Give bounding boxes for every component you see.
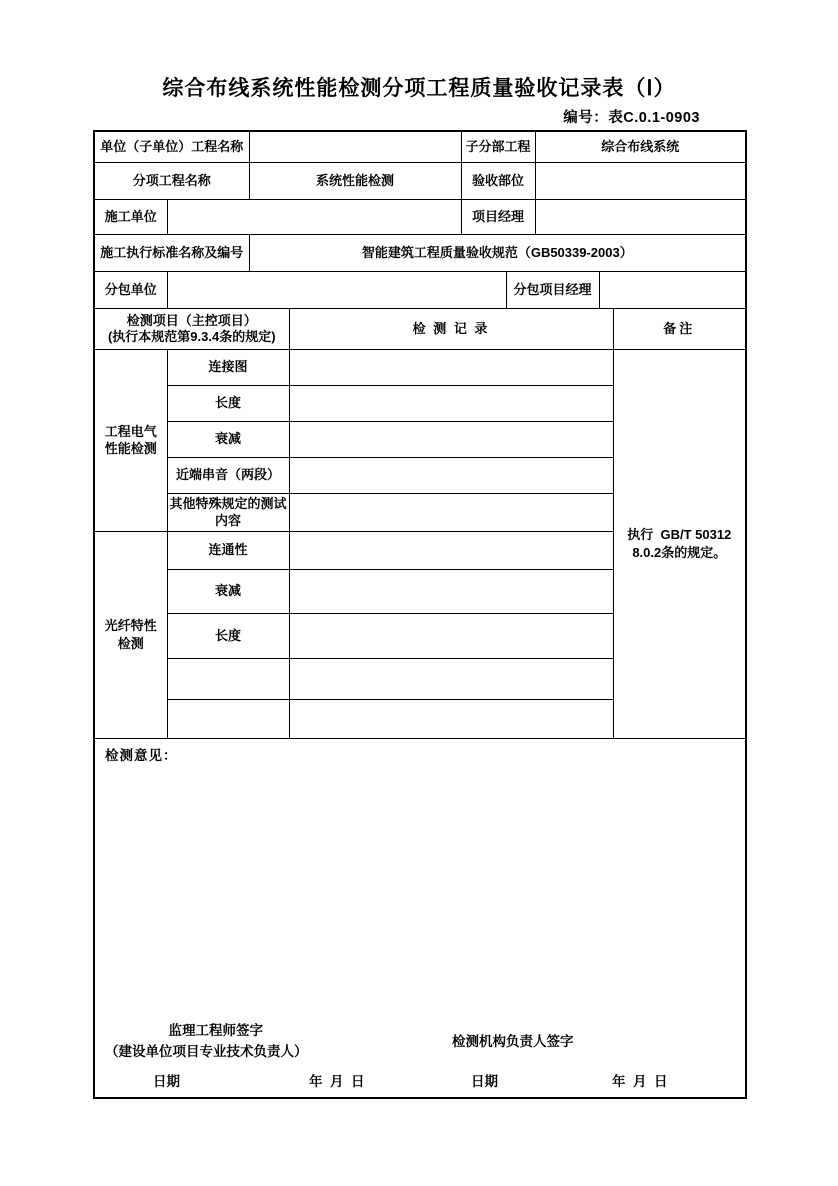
row-subcontractor bbox=[94, 271, 746, 308]
date-value-right: 年 月 日 bbox=[612, 1073, 668, 1089]
item-label-continuity: 连通性 bbox=[167, 531, 289, 569]
item-label-fiber-attenuation: 衰减 bbox=[167, 569, 289, 613]
subcontract-pm-label: 分包项目经理 bbox=[506, 271, 599, 308]
item-label-blank bbox=[167, 699, 289, 738]
row-unit-project bbox=[94, 131, 746, 162]
project-manager-label: 项目经理 bbox=[461, 199, 535, 234]
construction-unit-label: 施工单位 bbox=[94, 199, 167, 234]
row-opinion bbox=[94, 738, 746, 1098]
record-input[interactable] bbox=[289, 531, 613, 569]
row-detection-header bbox=[94, 308, 746, 349]
detect-record-header: 检 测 记 录 bbox=[289, 308, 613, 349]
unit-project-label: 单位（子单位）工程名称 bbox=[94, 131, 249, 162]
construction-unit-input[interactable] bbox=[167, 199, 461, 234]
tester-sign-label: 检测机构负责人签字 bbox=[452, 1033, 574, 1049]
unit-project-input[interactable] bbox=[249, 131, 461, 162]
opinion-area[interactable] bbox=[94, 738, 746, 1098]
group-label-electrical: 工程电气 性能检测 bbox=[94, 349, 167, 531]
doc-number-value: 表C.0.1-0903 bbox=[608, 110, 700, 126]
record-input[interactable] bbox=[289, 385, 613, 421]
subcontractor-label: 分包单位 bbox=[94, 271, 167, 308]
sub-division-label: 子分部工程 bbox=[461, 131, 535, 162]
record-input[interactable] bbox=[289, 658, 613, 699]
date-label-left: 日期 bbox=[153, 1073, 180, 1089]
opinion-label: 检测意见： bbox=[105, 747, 178, 763]
detection-row bbox=[94, 349, 746, 385]
standard-value: 智能建筑工程质量验收规范（GB50339-2003） bbox=[249, 234, 746, 271]
row-sub-item bbox=[94, 162, 746, 199]
supervisor-sign-sub: （建设单位项目专业技术负责人） bbox=[105, 1043, 308, 1059]
item-label-length: 长度 bbox=[167, 385, 289, 421]
date-value-left: 年 月 日 bbox=[309, 1073, 365, 1089]
doc-number-label: 编号： bbox=[563, 110, 609, 126]
item-label-near-end-crosstalk: 近端串音（两段） bbox=[167, 457, 289, 493]
detect-item-header-line1: 检测项目（主控项目） bbox=[126, 312, 257, 328]
date-label-right: 日期 bbox=[471, 1073, 498, 1089]
record-input[interactable] bbox=[289, 349, 613, 385]
subcontractor-input[interactable] bbox=[167, 271, 506, 308]
remark-note: 执行 GB/T 50312 8.0.2条的规定。 bbox=[613, 349, 746, 738]
item-label-attenuation: 衰减 bbox=[167, 421, 289, 457]
item-label-connection-map: 连接图 bbox=[167, 349, 289, 385]
item-label-blank bbox=[167, 658, 289, 699]
subcontract-pm-input[interactable] bbox=[599, 271, 746, 308]
detect-item-header bbox=[94, 308, 289, 349]
record-input[interactable] bbox=[289, 699, 613, 738]
row-construction-unit bbox=[94, 199, 746, 234]
row-standard bbox=[94, 234, 746, 271]
acceptance-part-label: 验收部位 bbox=[461, 162, 535, 199]
supervisor-sign-block bbox=[105, 1020, 308, 1062]
record-input[interactable] bbox=[289, 613, 613, 658]
record-input[interactable] bbox=[289, 493, 613, 531]
supervisor-sign-label: 监理工程师签字 bbox=[168, 1022, 263, 1038]
record-input[interactable] bbox=[289, 421, 613, 457]
record-input[interactable] bbox=[289, 569, 613, 613]
group-label-fiber: 光纤特性 检测 bbox=[94, 531, 167, 738]
detect-item-header-line2: (执行本规范第9.3.4条的规定) bbox=[107, 328, 276, 344]
record-input[interactable] bbox=[289, 457, 613, 493]
remark-header: 备注 bbox=[613, 308, 746, 349]
page-title: 综合布线系统性能检测分项工程质量验收记录表（Ⅰ） bbox=[162, 77, 676, 100]
acceptance-part-input[interactable] bbox=[535, 162, 746, 199]
doc-number bbox=[563, 106, 700, 127]
standard-label: 施工执行标准名称及编号 bbox=[94, 234, 249, 271]
sub-item-label: 分项工程名称 bbox=[94, 162, 249, 199]
sub-division-value: 综合布线系统 bbox=[535, 131, 746, 162]
item-label-other-special-tests: 其他特殊规定的测试 内容 bbox=[167, 493, 289, 531]
acceptance-form-table bbox=[93, 130, 747, 1099]
project-manager-input[interactable] bbox=[535, 199, 746, 234]
sub-item-value: 系统性能检测 bbox=[249, 162, 461, 199]
item-label-fiber-length: 长度 bbox=[167, 613, 289, 658]
